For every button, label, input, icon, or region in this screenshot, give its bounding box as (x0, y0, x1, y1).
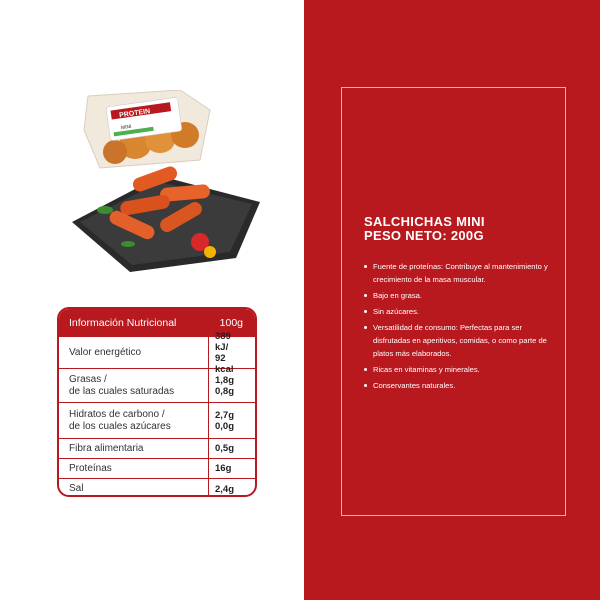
nutrition-row-salt (59, 479, 255, 497)
nutrition-row-fiber (59, 439, 255, 459)
nutrition-row-energy (59, 330, 255, 375)
benefit-item: Conservantes naturales. (364, 379, 560, 392)
bullet-icon (364, 384, 367, 387)
nutrition-row-protein (59, 459, 255, 479)
nutrition-row-label: Grasas / de las cuales saturadas (69, 373, 175, 397)
nutrition-row-value: 389 kJ/ 92 kcal (208, 337, 245, 368)
nutrition-row-value: 2,4g (208, 479, 245, 497)
bullet-icon (364, 310, 367, 313)
benefit-item: Fuente de proteínas: Contribuye al mantenimiento y crecimiento de la masa muscular. (364, 260, 560, 286)
bullet-icon (364, 368, 367, 371)
bullet-icon (364, 326, 367, 329)
benefits-list (364, 260, 560, 395)
product-image (60, 90, 270, 280)
nutrition-row-value: 0,5g (208, 439, 245, 458)
package-brand-text: PROTEIN (118, 108, 151, 120)
nutrition-row-fat (59, 369, 255, 403)
product-info-box (341, 87, 566, 516)
nutrition-row-carbs (59, 403, 255, 439)
benefit-item: Versatilidad de consumo: Perfectas para ser disfrutadas en aperitivos, comidas, o como parte de platos más elaborados. (364, 321, 560, 360)
benefit-item: Ricas en vitaminas y minerales. (364, 363, 560, 376)
nutrition-row-value: 2,7g 0,0g (208, 403, 245, 438)
nutrition-row-label: Sal (69, 483, 84, 494)
nutrition-row-label: Hidratos de carbono / de los cuales azúcares (69, 408, 171, 432)
nutrition-table (57, 307, 257, 497)
product-title: SALCHICHAS MINI PESO NETO: 200G (364, 214, 485, 243)
bullet-icon (364, 294, 367, 297)
nutrition-row-label: Fibra alimentaria (69, 442, 144, 454)
package-variant-text: MINI (120, 123, 132, 132)
bullet-icon (364, 265, 367, 268)
benefit-item: Sin azúcares. (364, 305, 560, 318)
nutrition-row-value: 1,8g 0,8g (208, 369, 245, 402)
benefit-item: Bajo en grasa. (364, 289, 560, 302)
plate-image (72, 165, 260, 272)
nutrition-row-label: Proteínas (69, 462, 112, 474)
nutrition-row-value: 16g (208, 459, 245, 478)
nutrition-row-label: Valor energético (69, 346, 142, 358)
package-image (84, 90, 210, 168)
nutrition-header-label: Información Nutricional (69, 317, 177, 329)
nutrition-header-amount: 100g (219, 317, 243, 329)
